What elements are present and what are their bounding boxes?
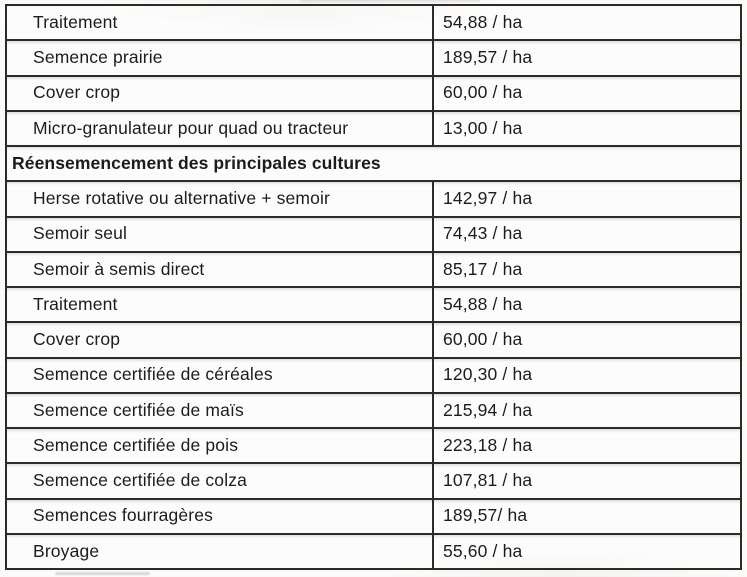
- row-label: Traitement: [33, 293, 118, 314]
- row-label: Semence prairie: [33, 47, 163, 68]
- row-label: Semoir à semis direct: [33, 258, 205, 279]
- table-row: [7, 392, 740, 427]
- row-label: Cover crop: [33, 329, 121, 350]
- table-row: [7, 286, 740, 321]
- table-row: [7, 75, 740, 110]
- row-label: Broyage: [33, 540, 100, 561]
- row-value: 54,88 / ha: [432, 288, 740, 321]
- row-value: 142,97 / ha: [432, 182, 740, 215]
- row-value: 74,43 / ha: [432, 218, 740, 251]
- row-value: 120,30 / ha: [432, 359, 740, 392]
- table-row: [7, 6, 740, 39]
- table-row: [7, 533, 740, 568]
- table-row: [7, 321, 740, 356]
- row-label: Semence certifiée de maïs: [33, 399, 244, 420]
- scan-noise-artifact: [300, 0, 480, 2]
- scan-noise-artifact: [55, 572, 150, 575]
- row-value: 189,57/ ha: [432, 500, 740, 533]
- row-label: Traitement: [33, 11, 118, 32]
- table-row: [7, 251, 740, 286]
- row-label: Semences fourragères: [33, 505, 214, 526]
- table-section-header-row: [7, 145, 740, 180]
- table-row: [7, 427, 740, 462]
- row-label: Herse rotative ou alternative + semoir: [33, 188, 331, 209]
- price-per-hectare-table: [5, 4, 742, 570]
- row-label: Semoir seul: [33, 223, 128, 244]
- row-label: Semence certifiée de colza: [33, 470, 248, 491]
- row-value: 189,57 / ha: [432, 41, 740, 74]
- row-value: 223,18 / ha: [432, 429, 740, 462]
- table-row: [7, 498, 740, 533]
- table-row: [7, 357, 740, 392]
- row-value: 13,00 / ha: [432, 112, 740, 145]
- row-value: 60,00 / ha: [432, 77, 740, 110]
- table-row: [7, 39, 740, 74]
- row-value: 55,60 / ha: [432, 535, 740, 568]
- row-value: 60,00 / ha: [432, 323, 740, 356]
- row-value: 54,88 / ha: [432, 6, 740, 39]
- row-value: 215,94 / ha: [432, 394, 740, 427]
- table-row: [7, 462, 740, 497]
- row-label: Semence certifiée de céréales: [33, 364, 273, 385]
- table-row: [7, 180, 740, 215]
- row-label: Cover crop: [33, 82, 121, 103]
- table-row: [7, 110, 740, 145]
- table-row: [7, 216, 740, 251]
- row-value: 85,17 / ha: [432, 253, 740, 286]
- row-label: Semence certifiée de pois: [33, 434, 239, 455]
- section-header-label: Réensemencement des principales cultures: [12, 152, 381, 173]
- row-value: 107,81 / ha: [432, 464, 740, 497]
- row-label: Micro-granulateur pour quad ou tracteur: [33, 117, 349, 138]
